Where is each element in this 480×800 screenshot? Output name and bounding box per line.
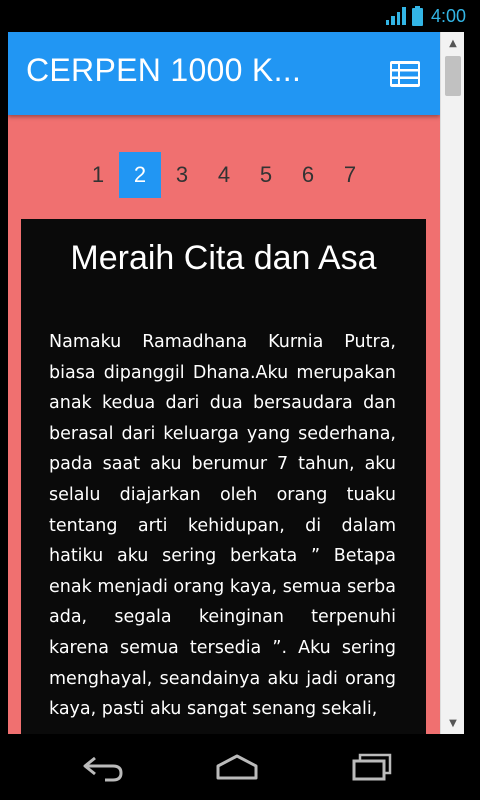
back-icon[interactable] [81,752,125,782]
list-menu-icon[interactable] [390,61,420,87]
page-number-7[interactable]: 7 [343,162,357,187]
page-number-6[interactable]: 6 [301,162,315,187]
home-icon[interactable] [215,752,259,782]
app-title: CERPEN 1000 K... [26,52,302,88]
status-icons [386,4,466,28]
status-time: 4:00 [430,5,466,26]
page-number-3[interactable]: 3 [175,162,189,187]
page-number-4[interactable]: 4 [217,162,231,187]
navigation-bar [0,734,480,800]
story-title: Meraih Cita dan Asa [70,239,377,277]
pagination [8,152,440,198]
page-number-5[interactable]: 5 [259,162,273,187]
page-number-2[interactable]: 2 [119,152,161,198]
app-window [8,32,440,734]
right-gutter [464,32,480,734]
story-body: Namaku Ramadhana Kurnia Putra, biasa dipanggil Dhana.Aku merupakan anak kedua dari dua bersaudara dan berasal dari keluarga yang sederhana, pada saat aku berumur 7 tahun, aku selalu diajarkan oleh orang tuaku tentang arti kehidupan, di dalam hatiku aku sering berkata ” Betapa enak menjadi orang kaya, semua serba ada, segala keinginan terpenuhi karena semua tersedia ”. Aku sering menghayal, seandainya aku jadi orang kaya, pasti aku sangat senang sekali, [49,332,396,720]
scroll-thumb[interactable] [445,56,461,96]
story-card [21,219,426,734]
scrollbar[interactable] [440,32,465,734]
scroll-down-arrow-icon[interactable]: ▼ [449,718,457,729]
action-bar [8,32,440,115]
battery-icon [412,6,423,26]
signal-icon [386,7,406,25]
status-bar [0,0,480,32]
recent-apps-icon[interactable] [350,752,394,782]
page-number-1[interactable]: 1 [91,162,105,187]
scroll-up-arrow-icon[interactable]: ▲ [449,38,457,49]
